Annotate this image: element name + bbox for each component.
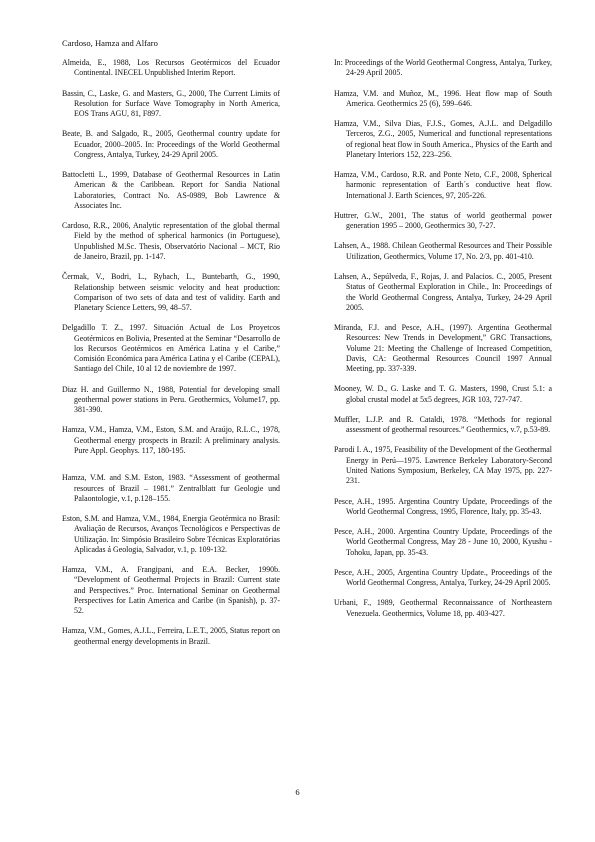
reference-entry: Parodi I. A., 1975, Feasibility of the Development of the Geothermal Energy in Perú—1975. Lawrence Berkeley Laboratory-Second United Nations Symposium, Berkeley, CA May 1975, pp. 227-231. bbox=[334, 445, 552, 486]
reference-entry: Muffler, L.J.P. and R. Cataldi, 1978. “Methods for regional assessment of geothermal resources.” Geothermics, v.7, p.53-89. bbox=[334, 414, 552, 435]
reference-entry: Hamza, V.M. and S.M. Eston, 1983. “Assessment of geothermal resources of Brazil – 1981.” Zentralblatt fur Geologie und Palaontologie, v.1, p.128–155. bbox=[62, 473, 280, 503]
reference-entry: Cardoso, R.R., 2006, Analytic representation of the global thermal Field by the method of spherical harmonics (in Portuguese), Unpublished M.Sc. Thesis, Observatório Nacional – MCT, Rio de Janeiro, Brazil, pp. 1-147. bbox=[62, 221, 280, 261]
reference-entry: Pesce, A.H., 1995. Argentina Country Update, Proceedings of the World Geothermal Congress, 1995, Florence, Italy, pp. 35-43. bbox=[334, 496, 552, 516]
reference-entry: Lahsen, A., 1988. Chilean Geothermal Resources and Their Possible Utilization, Geothermics, Volume 17, No. 2/3, pp. 401-410. bbox=[334, 241, 552, 261]
reference-entry: Hamza, V.M., A. Frangipani, and E.A. Becker, 1990b. “Development of Geothermal Projects in Brazil: Current state and Perspectives.” Proc. International Seminar on Geothermal Perspectives for Latin America and Caribe (in Spanish), p. 37-52. bbox=[62, 565, 280, 616]
reference-entry: Beate, B. and Salgado, R., 2005, Geothermal country update for Ecuador, 2000–2005. In: Proceedings of the World Geothermal Congress, Antalya, Turkey, 24-29 April 2005. bbox=[62, 129, 280, 159]
reference-entry: Lahsen, A., Sepúlveda, F., Rojas, J. and Palacios. C., 2005, Present Status of Geothermal Exploration in Chile., In: Proceedings of the World Geothermal Congress, Antalya, Turkey, 24-29 April 2005. bbox=[334, 271, 552, 312]
reference-entry: Delgadillo T. Z., 1997. Situación Actual de Los Proyetcos Geotérmicos en Bolivia, Presented at the Seminar “Desarrollo de los Recursos Geotérmicos en América Latina y el Caribe,” Comisión Económica para América Latina y el Caribe (CEPAL), Santiago del Chile, 10 al 12 de noviembre de 1997. bbox=[62, 323, 280, 374]
reference-entry: Miranda, F.J. and Pesce, A.H., (1997). Argentina Geothermal Resources: New Trends in Development,” GRC Transactions, Volume 21: Meeting the Challenge of Increased Competition, Davis, CA: Geothermal Resources Council 1997 Annual Meeting, pp. 337-339. bbox=[334, 323, 552, 374]
reference-entry: Čermak, V., Bodri, L., Rybach, L., Buntebarth, G., 1990, Relationship between seismic velocity and heat production: Comparison of two sets of data and test of validity. Earth and Planetary Science Letters, 99, 48–57. bbox=[62, 272, 280, 313]
reference-entry: Pesce, A.H., 2000. Argentina Country Update, Proceedings of the World Geothermal Congress, May 28 - June 10, 2000, Kyushu - Tohoku, Japan, pp. 35-43. bbox=[334, 527, 552, 557]
reference-entry: Mooney, W. D., G. Laske and T. G. Masters, 1998, Crust 5.1: a global crustal model at 5x5 degrees, JGR 103, 727-747. bbox=[334, 384, 552, 404]
reference-entry-continued: In: Proceedings of the World Geothermal Congress, Antalya, Turkey, 24-29 April 2005. bbox=[334, 58, 552, 78]
references-left-column bbox=[62, 58, 280, 657]
running-header: Cardoso, Hamza and Alfaro bbox=[62, 38, 158, 48]
reference-entry: Almeida, E., 1988, Los Recursos Geotérmicos del Ecuador Continental. INECEL Unpublished Interim Report. bbox=[62, 58, 280, 78]
reference-entry: Hamza, V.M., Cardoso, R.R. and Ponte Neto, C.F., 2008, Spherical harmonic representation of Earth´s conductive heat flow. International J. Earth Sciences, 97, 205-226. bbox=[334, 170, 552, 200]
references-right-column bbox=[334, 58, 552, 629]
reference-entry: Battocletti L., 1999, Database of Geothermal Resources in Latin American & the Caribbean. Report for Sandia National Laboratories, Contract No. AS-0989, Bob Lawrence & Associates Inc. bbox=[62, 170, 280, 210]
reference-entry: Hamza, V.M. and Muñoz, M., 1996. Heat flow map of South America. Geothermics 25 (6), 599–646. bbox=[334, 88, 552, 108]
reference-entry: Pesce, A.H., 2005, Argentina Country Update., Proceedings of the World Geothermal Congress, Antalya, Turkey, 24-29 April 2005. bbox=[334, 567, 552, 588]
reference-entry: Hamza, V.M., Hamza, V.M., Eston, S.M. and Araújo, R.L.C., 1978, Geothermal energy prospects in Brazil: A preliminary analysis. Pure Appl. Geophys. 117, 180-195. bbox=[62, 425, 280, 455]
reference-entry: Hamza, V.M., Gomes, A.J.L., Ferreira, L.E.T., 2005, Status report on geothermal energy developments in Brazil. bbox=[62, 626, 280, 646]
page-number: 6 bbox=[295, 787, 300, 797]
reference-entry: Hamza, V.M., Silva Dias, F.J.S., Gomes, A.J.L. and Delgadillo Terceros, Z.G., 2005, Numerical and functional representations of regional heat flow in South America., Physics of the Earth and Planetary Interiors 152, 223–256. bbox=[334, 119, 552, 159]
reference-entry: Huttrer, G.W., 2001, The status of world geothermal power generation 1995 – 2000, Geothermics 30, 7-27. bbox=[334, 210, 552, 231]
reference-entry: Urbani, F., 1989, Geothermal Reconnaissance of Northeastern Venezuela. Geothermics, Volume 18, pp. 403-427. bbox=[334, 598, 552, 618]
reference-entry: Bassin, C., Laske, G. and Masters, G., 2000, The Current Limits of Resolution for Surface Wave Tomography in North America, EOS Trans AGU, 81, F897. bbox=[62, 88, 280, 119]
reference-entry: Eston, S.M. and Hamza, V.M., 1984, Energia Geotérmica no Brasil: Avaliação de Recursos, Avanços Tecnológicos e Perspectivas de Utilização. In: Simpósio Brasileiro Sobre Técnicas Exploratórias Aplicadas á Geologia, Salvador, v.1, p. 109-132. bbox=[62, 514, 280, 554]
reference-entry: Diaz H. and Guillermo N., 1988, Potential for developing small geothermal power stations in Peru. Geothermics, Volume17, pp. 381-390. bbox=[62, 384, 280, 415]
